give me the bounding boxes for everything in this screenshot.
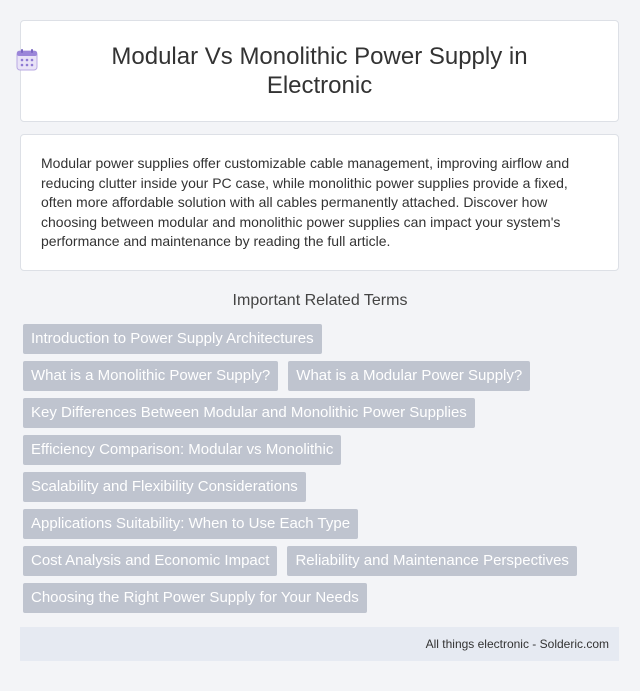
tag-row — [23, 583, 623, 613]
related-term-tag[interactable]: Introduction to Power Supply Architectures — [23, 324, 322, 354]
title-wrap — [61, 42, 578, 100]
tag-row — [23, 472, 623, 502]
calendar-icon — [15, 48, 39, 72]
tag-row — [23, 509, 623, 539]
tag-row — [23, 435, 623, 465]
related-term-tag[interactable]: Scalability and Flexibility Considerations — [23, 472, 306, 502]
related-terms-heading: Important Related Terms — [232, 292, 408, 309]
related-term-tag[interactable]: Efficiency Comparison: Modular vs Monolithic — [23, 435, 341, 465]
related-term-tag[interactable]: Cost Analysis and Economic Impact — [23, 546, 277, 576]
related-term-tag[interactable]: Applications Suitability: When to Use Each Type — [23, 509, 358, 539]
related-term-tag[interactable]: Key Differences Between Modular and Monolithic Power Supplies — [23, 398, 475, 428]
related-term-tag[interactable]: Choosing the Right Power Supply for Your Needs — [23, 583, 367, 613]
summary-text: Modular power supplies offer customizable cable management, improving airflow and reducing clutter inside your PC case, while monolithic power supplies provide a fixed, often more affordable solution with all cables permanently attached. Discover how choosing between modular and monolithic power supplies can impact your system's performance and maintenance by reading the full article. — [41, 155, 570, 249]
tag-row — [23, 398, 623, 428]
page-title: Modular Vs Monolithic Power Supply in Electronic — [111, 43, 528, 99]
tag-row — [23, 324, 623, 354]
related-term-tag[interactable]: What is a Modular Power Supply? — [288, 361, 530, 391]
tag-row — [23, 546, 623, 576]
footer — [20, 627, 619, 661]
footer-text: All things electronic - Solderic.com — [425, 637, 609, 651]
related-term-tag[interactable]: Reliability and Maintenance Perspectives — [287, 546, 576, 576]
tag-row — [23, 361, 623, 391]
title-card — [20, 20, 619, 122]
summary-card — [20, 134, 619, 271]
related-term-tag[interactable]: What is a Monolithic Power Supply? — [23, 361, 278, 391]
related-terms-list — [23, 324, 623, 620]
